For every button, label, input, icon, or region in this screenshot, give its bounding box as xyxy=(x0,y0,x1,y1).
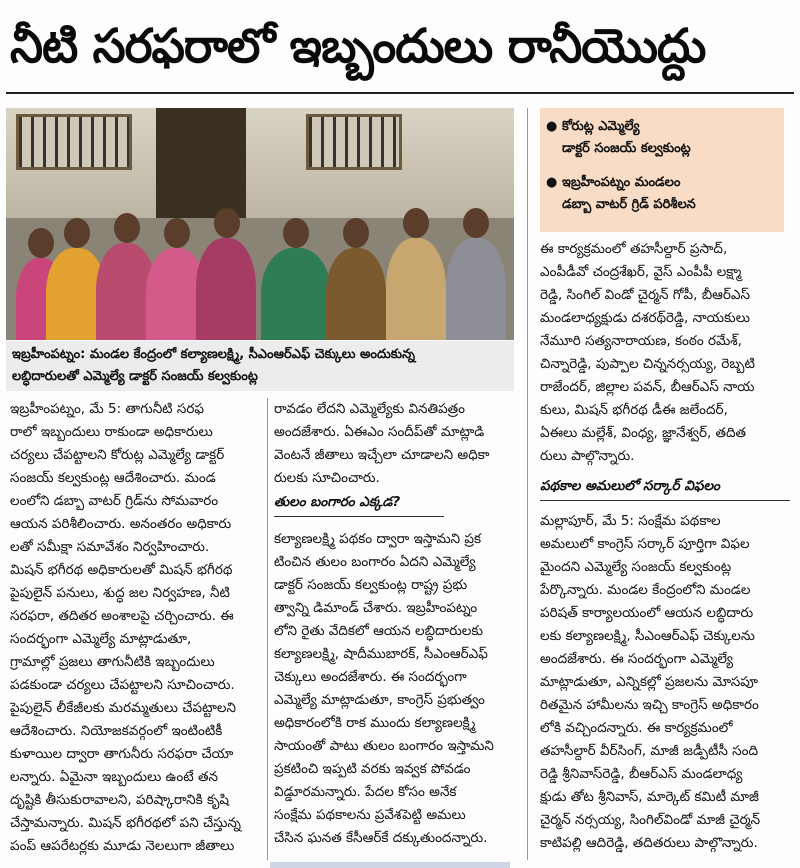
text-line: సంక్షేమ పథకాలను ప్రవేశపెట్టి అమలు xyxy=(274,807,466,823)
text-line: గ్రామాల్లో ప్రజలు తాగునీటికి ఇబ్బందులు xyxy=(10,654,215,670)
text-line: అందజేశారు. ఈ సందర్భంగా ఎమ్మెల్యే xyxy=(540,651,734,667)
bullet-icon: ● xyxy=(546,119,558,134)
text-line: ఆదేశించారు. నియోజకవర్గంలో ఇంటింటికీ xyxy=(10,723,223,739)
photo-head xyxy=(403,208,429,238)
caption-line-1: ఇబ్రహీంపట్నం: మండల కేంద్రంలో కల్యాణలక్ష్మి, సీఎంఆర్ఎఫ్ చెక్కులు అందుకున్న xyxy=(12,347,415,362)
text-line: కాటిపల్లి ఆదిరెడ్డి, తదితరులు పాల్గొన్నారు. xyxy=(540,835,758,851)
text-line: లన్నారు. ఏమైనా ఇబ్బందులు ఉంటే తన xyxy=(10,769,218,785)
text-line: కల్యాణలక్ష్మి పథకం ద్వారా ఇస్తామని ప్రక xyxy=(274,531,482,547)
text-line: పడకుండా చర్యలు చేపట్టాలని సూచించారు. xyxy=(10,677,235,693)
text-line: పేర్కొన్నారు. మండల కేంద్రంలోని మండల xyxy=(540,582,751,598)
article-column-2-top xyxy=(274,398,522,486)
text-line: ఆయన పరిశీలించారు. అనంతరం అధికారు xyxy=(10,516,232,532)
headline-rule xyxy=(6,92,794,94)
photo-person xyxy=(196,238,256,340)
photo-window xyxy=(306,114,402,170)
text-line: రాలో ఇబ్బందులు రాకుండా అధికారులు xyxy=(10,424,213,440)
text-line: చైర్మన్ నర్సయ్య, సింగిల్‌విండో మాజీ చైర్మన్ xyxy=(540,812,761,828)
text-line: ఎంపీడీవో చంద్రశేఖర్, వైస్ ఎంపీపీ లక్ష్మా xyxy=(540,264,742,280)
text-line: సంజయ్ కల్వకుంట్ల ఆదేశించారు. మండ xyxy=(10,470,216,486)
text-line: నేమూరి సత్యనారాయణ, కంఠం రమేశ్, xyxy=(540,333,742,349)
next-article-strip xyxy=(270,862,510,868)
text-line: మల్లాపూర్, మే 5: సంక్షేమ పథకాల xyxy=(540,513,721,529)
photo-head xyxy=(214,208,240,238)
text-line: లతో సమీక్షా సమావేశం నిర్వహించారు. xyxy=(10,539,210,555)
column-divider xyxy=(527,108,528,860)
headline: నీటి సరఫరాలో ఇబ్బందులు రానీయొద్దు xyxy=(10,19,706,74)
text-line: లోని రైతు వేదికలో ఆయన లబ్ధిదారులకు xyxy=(274,623,484,639)
photo-head xyxy=(463,208,489,238)
bullet-icon: ● xyxy=(546,175,558,190)
highlight-line: డాక్టర్ సంజయ్ కల్వకుంట్ల xyxy=(562,141,691,156)
text-line: కులు, మిషన్ భగీరథ డీఈ జలేందర్, xyxy=(540,402,728,418)
text-line: చేసిన ఘనత కేసీఆర్‌కే దక్కుతుందన్నారు. xyxy=(274,830,488,846)
text-line: రావడం లేదని ఎమ్మెల్యేకు వినతిపత్రం xyxy=(274,401,466,417)
text-line: రితమైన హామీలను ఇచ్చి కాంగ్రెస్ అధికారం xyxy=(540,697,759,713)
text-line: తహసీల్దార్ వీర్‌సింగ్, మాజీ జడ్పీటీసీ సంది xyxy=(540,743,759,759)
photo-window xyxy=(16,114,132,170)
text-line: ఇబ్రహీంపట్నం, మే 5: తాగునీటి సరఫ xyxy=(10,401,204,417)
text-line: లంలోని డబ్బా వాటర్ గ్రిడ్‌ను సోమవారం xyxy=(10,493,219,509)
text-line: వెంటనే జీతాలు ఇచ్చేలా చూడాలని అధికా xyxy=(274,447,490,463)
news-photo xyxy=(6,108,514,340)
highlight-line: కోరుట్ల ఎమ్మెల్యే xyxy=(562,119,640,134)
text-line: క్షుడు తోట శ్రీనివాస్, మార్కెట్ కమిటీ మాజీ xyxy=(540,789,759,805)
text-line: రులకు సూచించారు. xyxy=(274,470,380,486)
text-line: పైపులైన్ లీకేజీలకు మరమ్మతులు చేపట్టాలని xyxy=(10,700,236,716)
photo-person xyxy=(261,248,331,340)
text-line: పంప్ ఆపరేటర్లకు మూడు నెలలుగా జీతాలు xyxy=(10,838,235,854)
text-line: డాక్టర్ సంజయ్ కల్వకుంట్ల రాష్ట్ర ప్రభు xyxy=(274,577,468,593)
text-line: అందజేశారు. ఏఈఎం సందీప్‌తో మాట్లాడి xyxy=(274,424,485,440)
photo-caption xyxy=(6,341,514,391)
text-line: పరిషత్ కార్యాలయంలో ఆయన లబ్ధిదారు xyxy=(540,605,754,621)
text-line: అధికారంలోకి రాక ముందు కల్యాణలక్ష్మి xyxy=(274,715,476,731)
photo-head xyxy=(64,218,90,248)
subheading-gold: తులం బంగారం ఎక్కడ? xyxy=(274,494,401,510)
text-line: ఏఈలు మల్లేశ్, వింధ్య, జ్ఞానేశ్వర్, తదిత xyxy=(540,425,747,441)
text-line: ప్రకటించి ఇప్పటి వరకు ఇవ్వక పోవడం xyxy=(274,761,471,777)
subheading-govt-failure: పథకాల అమలులో సర్కార్ విఫలం xyxy=(540,478,720,494)
text-line: అమలులో కాంగ్రెస్ సర్కార్ పూర్తిగా విఫల xyxy=(540,536,750,552)
text-line: కుళాయిల ద్వారా తాగునీరు సరఫరా చేయా xyxy=(10,746,234,762)
text-line: సరఫరా, తదితర అంశాలపై చర్చించారు. ఈ xyxy=(10,608,234,624)
text-line: చెక్కులు అందజేశారు. ఈ సందర్భంగా xyxy=(274,669,467,685)
text-line: టించిన తులం బంగారం ఏదని ఎమ్మెల్యే xyxy=(274,554,476,570)
photo-person xyxy=(386,238,446,340)
text-line: మైందని ఎమ్మెల్యే సంజయ్ కల్వకుంట్ల xyxy=(540,559,732,575)
photo-head xyxy=(28,228,54,258)
photo-head xyxy=(343,218,369,248)
article-column-2-bottom xyxy=(274,528,522,854)
photo-person xyxy=(326,248,386,340)
text-line: పైపులైన్ పనులు, శుద్ధ జల నిర్వహణ, నీటి xyxy=(10,585,230,601)
text-line: రెడ్డి శ్రీనివాస్‌రెడ్డి, బీఆర్ఎస్ మండలాధ్య xyxy=(540,766,743,782)
text-line: రెడ్డి, సింగిల్ విండో చైర్మన్ గోపీ, బీఆర్ఎస్ xyxy=(540,287,750,303)
subheading-rule xyxy=(540,500,790,501)
subheading-rule xyxy=(274,516,444,517)
text-line: త్వాన్ని డిమాండ్ చేశారు. ఇబ్రహీంపట్నం xyxy=(274,600,478,616)
text-line: రాజేందర్, జిల్లాల పవన్, బీఆర్ఎస్ నాయ xyxy=(540,379,755,395)
text-line: లకు కల్యాణలక్ష్మి, సీఎంఆర్ఎఫ్ చెక్కులను xyxy=(540,628,755,644)
text-line: మండలాధ్యక్షుడు దశరథ్‌రెడ్డి, నాయకులు xyxy=(540,310,750,326)
text-line: మిషన్ భగీరథ అధికారులతో మిషన్ భగీరథ xyxy=(10,562,233,578)
text-line: కల్యాణలక్ష్మి, షాదీముబారక్, సీఎంఆర్ఎఫ్ xyxy=(274,646,488,662)
column-divider xyxy=(267,398,268,860)
article-column-3-bottom xyxy=(540,510,792,860)
article-column-3-top xyxy=(540,238,792,470)
text-line: ఎమ్మెల్యే మాట్లాడుతూ, కాంగ్రెస్ ప్రభుత్వం xyxy=(274,692,485,708)
photo-person xyxy=(446,238,506,340)
photo-door xyxy=(156,108,246,218)
text-line: దృష్టికి తీసుకురావాలని, పరిష్కారానికి కృషి xyxy=(10,792,230,808)
text-line: చేస్తామన్నారు. మిషన్ భగీరథలో పని చేస్తున్న xyxy=(10,815,241,831)
text-line: విడ్డూరమన్నారు. పేదల కోసం అనేక xyxy=(274,784,457,800)
caption-line-2: లబ్ధిదారులతో ఎమ్మెల్యే డాక్టర్ సంజయ్ కల్వకుంట్ల xyxy=(12,369,258,384)
article-column-1 xyxy=(10,398,262,860)
photo-head xyxy=(283,218,309,248)
highlight-line: ఇబ్రహీంపట్నం మండలం xyxy=(562,175,681,190)
highlights-box xyxy=(540,108,784,232)
text-line: లోకి వచ్చిందన్నారు. ఈ కార్యక్రమంలో xyxy=(540,720,733,736)
text-line: చిన్నారెడ్డి, పుప్పాల చిన్ననర్సయ్య, రెబ్బటి xyxy=(540,356,755,372)
highlight-line: డబ్బా వాటర్ గ్రిడ్ పరిశీలన xyxy=(562,197,696,212)
text-line: ఈ కార్యక్రమంలో తహసీల్దార్ ప్రసాద్, xyxy=(540,241,728,257)
photo-head xyxy=(164,218,190,248)
text-line: సందర్భంగా ఎమ్మెల్యే మాట్లాడుతూ, xyxy=(10,631,192,647)
text-line: మాట్లాడుతూ, ఎన్నికల్లో ప్రజలను మోసపూ xyxy=(540,674,758,690)
photo-head xyxy=(114,213,140,243)
text-line: రులు పాల్గొన్నారు. xyxy=(540,448,635,464)
text-line: చర్యలు చేపట్టాలని కోరుట్ల ఎమ్మెల్యే డాక్టర్ xyxy=(10,447,225,463)
text-line: సాయంతో పాటు తులం బంగారం ఇస్తామని xyxy=(274,738,494,754)
